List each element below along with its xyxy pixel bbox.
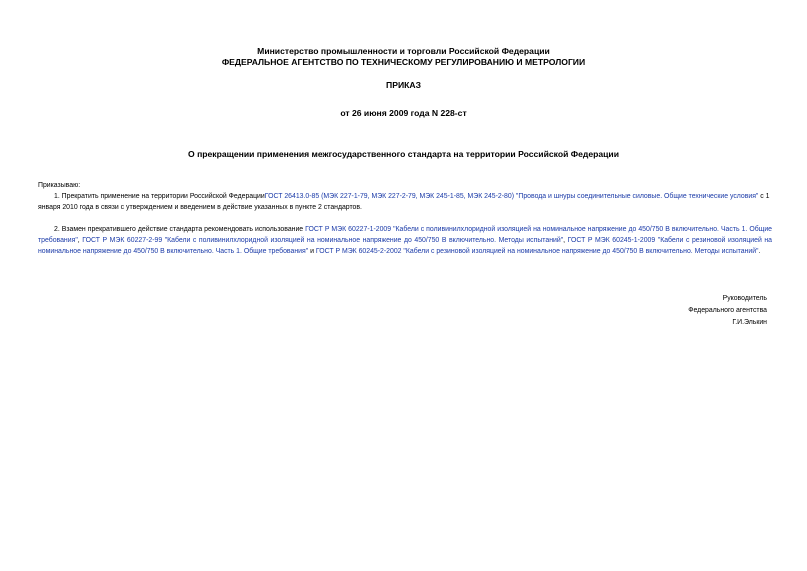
paragraph-1-text-b: с 1 января 2010 года в связи с утверждением и введением в действие указанных в пункте 2 стандартов. (38, 193, 770, 212)
gost-r-iec-60245-2-link[interactable]: ГОСТ Р МЭК 60245-2-2002 "Кабели с резиновой изоляцией на номинальное напряжение до 450/750 В включительно. Методы испытаний" (315, 248, 759, 256)
document-date: от 26 июня 2009 года N 228-ст (340, 108, 467, 118)
paragraph-2-text-c: , (563, 237, 568, 245)
paragraph-2-text-a: 2. Взамен прекратившего действие стандарта рекомендовать использование (54, 226, 306, 233)
signature-agency: Федерального агентства (688, 307, 767, 314)
order-intro: Приказываю: (38, 182, 81, 189)
paragraph-2-text-d: и (308, 248, 316, 256)
signature-block (688, 293, 767, 329)
paragraph-1 (38, 191, 772, 213)
document-type: ПРИКАЗ (386, 80, 421, 90)
document-subject: О прекращении применения межгосударственного стандарта на территории Российской Федерации (188, 149, 619, 159)
paragraph-2-text-b: , (77, 237, 83, 245)
gost-26413-link[interactable]: ГОСТ 26413.0-85 (МЭК 227-1-79, МЭК 227-2-79, МЭК 245-1-85, МЭК 245-2-80) "Провода и шнуры соединительные силовые. Общие технические условия" (264, 193, 759, 200)
ministry-name: Министерство промышленности и торговли Российской Федерации (257, 46, 550, 56)
paragraph-1-text-a: 1. Прекратить применение на территории Российской Федерации (54, 193, 265, 200)
signature-name: Г.И.Элькин (732, 319, 767, 326)
gost-r-iec-60227-2-link[interactable]: ГОСТ Р МЭК 60227-2-99 "Кабели с поливинилхлоридной изоляцией на номинальное напряжение до 450/750 В включительно. Методы испытаний" (82, 237, 564, 245)
agency-name: ФЕДЕРАЛЬНОЕ АГЕНТСТВО ПО ТЕХНИЧЕСКОМУ РЕГУЛИРОВАНИЮ И МЕТРОЛОГИИ (221, 57, 586, 67)
gost-r-iec-60227-1-link[interactable]: ГОСТ Р МЭК 60227-1-2009 "Кабели с поливинилхлоридной изоляцией на номинальное напряжение до 450/750 В включительно. Часть 1. Общие требования" (38, 226, 772, 245)
paragraph-2 (38, 224, 772, 258)
gost-r-iec-60245-1-link[interactable]: ГОСТ Р МЭК 60245-1-2009 "Кабели с резиновой изоляцией на номинальное напряжение до 450/750 В включительно. Часть 1. Общие требования" (38, 237, 772, 256)
signature-title: Руководитель (722, 295, 767, 302)
paragraph-2-text-e: . (758, 248, 761, 256)
